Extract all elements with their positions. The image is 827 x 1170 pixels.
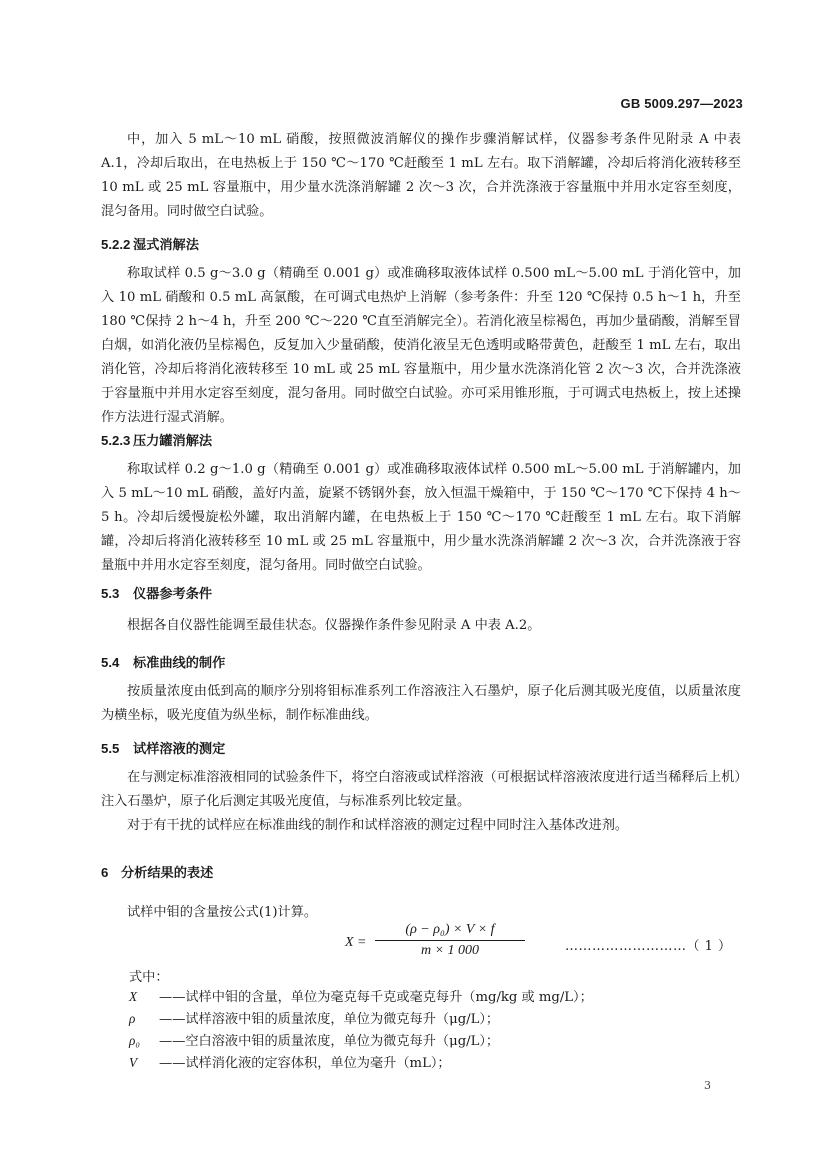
variable-symbol: ρ₀ [129,1033,140,1048]
section-number: 5.2.3 [101,433,131,448]
variable-description: ——试样中钼的含量，单位为毫克每千克或毫克每升（mg/kg 或 mg/L）； [159,990,593,1005]
variable-row [129,1052,451,1075]
section-title: 分析结果的表述 [121,865,214,880]
section-5-2-3-body: 称取试样 0.2 g～1.0 g（精确至 0.001 g）或准确移取液体试样 0.500 mL～5.00 mL 于消解罐内，加入 5 mL～10 mL 硝酸，盖好内盖，旋紧不锈钢外套，放入恒温干燥箱中，于 150 ℃～170 ℃下保持 4 h～5 h。冷却后缓慢旋松外罐，取出消解内罐，在电热板上于 150 ℃～170 ℃赶酸至 1 mL 左右。取下消解罐，冷却后将消化液转移至 10 mL 或 25 mL 容量瓶中，用少量水洗涤消解罐 2 次～3 次，合并洗涤液于容量瓶中并用水定容至刻度，混匀备用。同时做空白试验。 [101,462,741,573]
section-number: 5.4 [101,655,120,670]
section-5-4-heading [101,654,225,672]
section-title: 试样溶液的测定 [133,741,226,756]
variable-description: ——试样消化液的定容体积，单位为毫升（mL）； [159,1056,451,1071]
section-5-3-body: 根据各自仪器性能调至最佳状态。仪器操作条件参见附录 A 中表 A.2。 [127,618,541,633]
section-5-5-body-2: 对于有干扰的试样应在标准曲线的制作和试样溶液的测定过程中同时注入基体改进剂。 [127,818,629,833]
where-label: 式中： [129,970,169,985]
section-title: 标准曲线的制作 [133,655,226,670]
section-5-5-heading [101,740,225,758]
variable-description: ——空白溶液中钼的质量浓度，单位为微克每升（μg/L）； [159,1034,500,1049]
equation-number: ………………………（ 1 ） [565,939,732,954]
section-title: 压力罐消解法 [133,433,213,448]
section-5-2-2-heading [101,236,199,254]
formula-fraction [375,922,525,959]
standard-code: GB 5009.297—2023 [620,96,743,111]
formula-numerator: (ρ − ρ₀) × V × f [375,922,525,941]
section-title: 湿式消解法 [133,237,199,252]
formula-lhs: X = [345,935,367,950]
intro-paragraph: 中，加入 5 mL～10 mL 硝酸，按照微波消解仪的操作步骤消解试样，仪器参考条件见附录 A 中表 A.1，冷却后取出，在电热板上于 150 ℃～170 ℃赶酸至 1 mL 左右。取下消解罐，冷却后将消化液转移至 10 mL 或 25 mL 容量瓶中，用少量水洗涤消解罐 2 次～3 次，合并洗涤液于容量瓶中并用水定容至刻度，混匀备用。同时做空白试验。 [101,132,741,219]
variable-symbol: X [129,989,138,1004]
variable-row [129,986,593,1009]
variable-symbol: ρ [129,1011,136,1026]
section-number: 5.3 [101,586,120,601]
section-title: 仪器参考条件 [133,586,213,601]
formula-denominator: m × 1 000 [420,943,480,958]
variable-row [129,1008,499,1031]
section-6-heading [101,864,213,882]
section-number: 5.2.2 [101,237,131,252]
section-number: 6 [101,865,109,880]
section-5-4-body: 按质量浓度由低到高的顺序分别将钼标准系列工作溶液注入石墨炉，原子化后测其吸光度值，以质量浓度为横坐标，吸光度值为纵坐标，制作标准曲线。 [101,684,741,723]
variable-row [129,1030,499,1053]
variable-symbol: V [129,1055,138,1070]
section-6-body: 试样中钼的含量按公式(1)计算。 [127,905,318,920]
section-5-2-3-heading [101,432,212,450]
section-5-3-heading [101,585,212,603]
page-number: 3 [704,1079,711,1092]
variable-description: ——试样溶液中钼的质量浓度，单位为微克每升（μg/L）； [159,1012,500,1027]
section-5-5-body-1: 在与测定标准溶液相同的试验条件下，将空白溶液或试样溶液（可根据试样溶液浓度进行适当稀释后上机）注入石墨炉，原子化后测定其吸光度值，与标准系列比较定量。 [101,770,741,809]
section-number: 5.5 [101,741,120,756]
section-5-2-2-body: 称取试样 0.5 g～3.0 g（精确至 0.001 g）或准确移取液体试样 0.500 mL～5.00 mL 于消化管中，加入 10 mL 硝酸和 0.5 mL 高氯酸，在可调式电热炉上消解（参考条件：升至 120 ℃保持 0.5 h～1 h，升至 180 ℃保持 2 h～4 h，升至 200 ℃～220 ℃直至消解完全）。若消化液呈棕褐色，再加少量硝酸，消解至冒白烟，如消化液仍呈棕褐色，反复加入少量硝酸，使消化液呈无色透明或略带黄色，赶酸至 1 mL 左右，取出消化管，冷却后将消化液转移至 10 mL 或 25 mL 容量瓶中，用少量水洗涤消化管 2 次～3 次，合并洗涤液于容量瓶中并用水定容至刻度，混匀备用。同时做空白试验。亦可采用锥形瓶，于可调式电热板上，按上述操作方法进行湿式消解。 [101,266,741,425]
